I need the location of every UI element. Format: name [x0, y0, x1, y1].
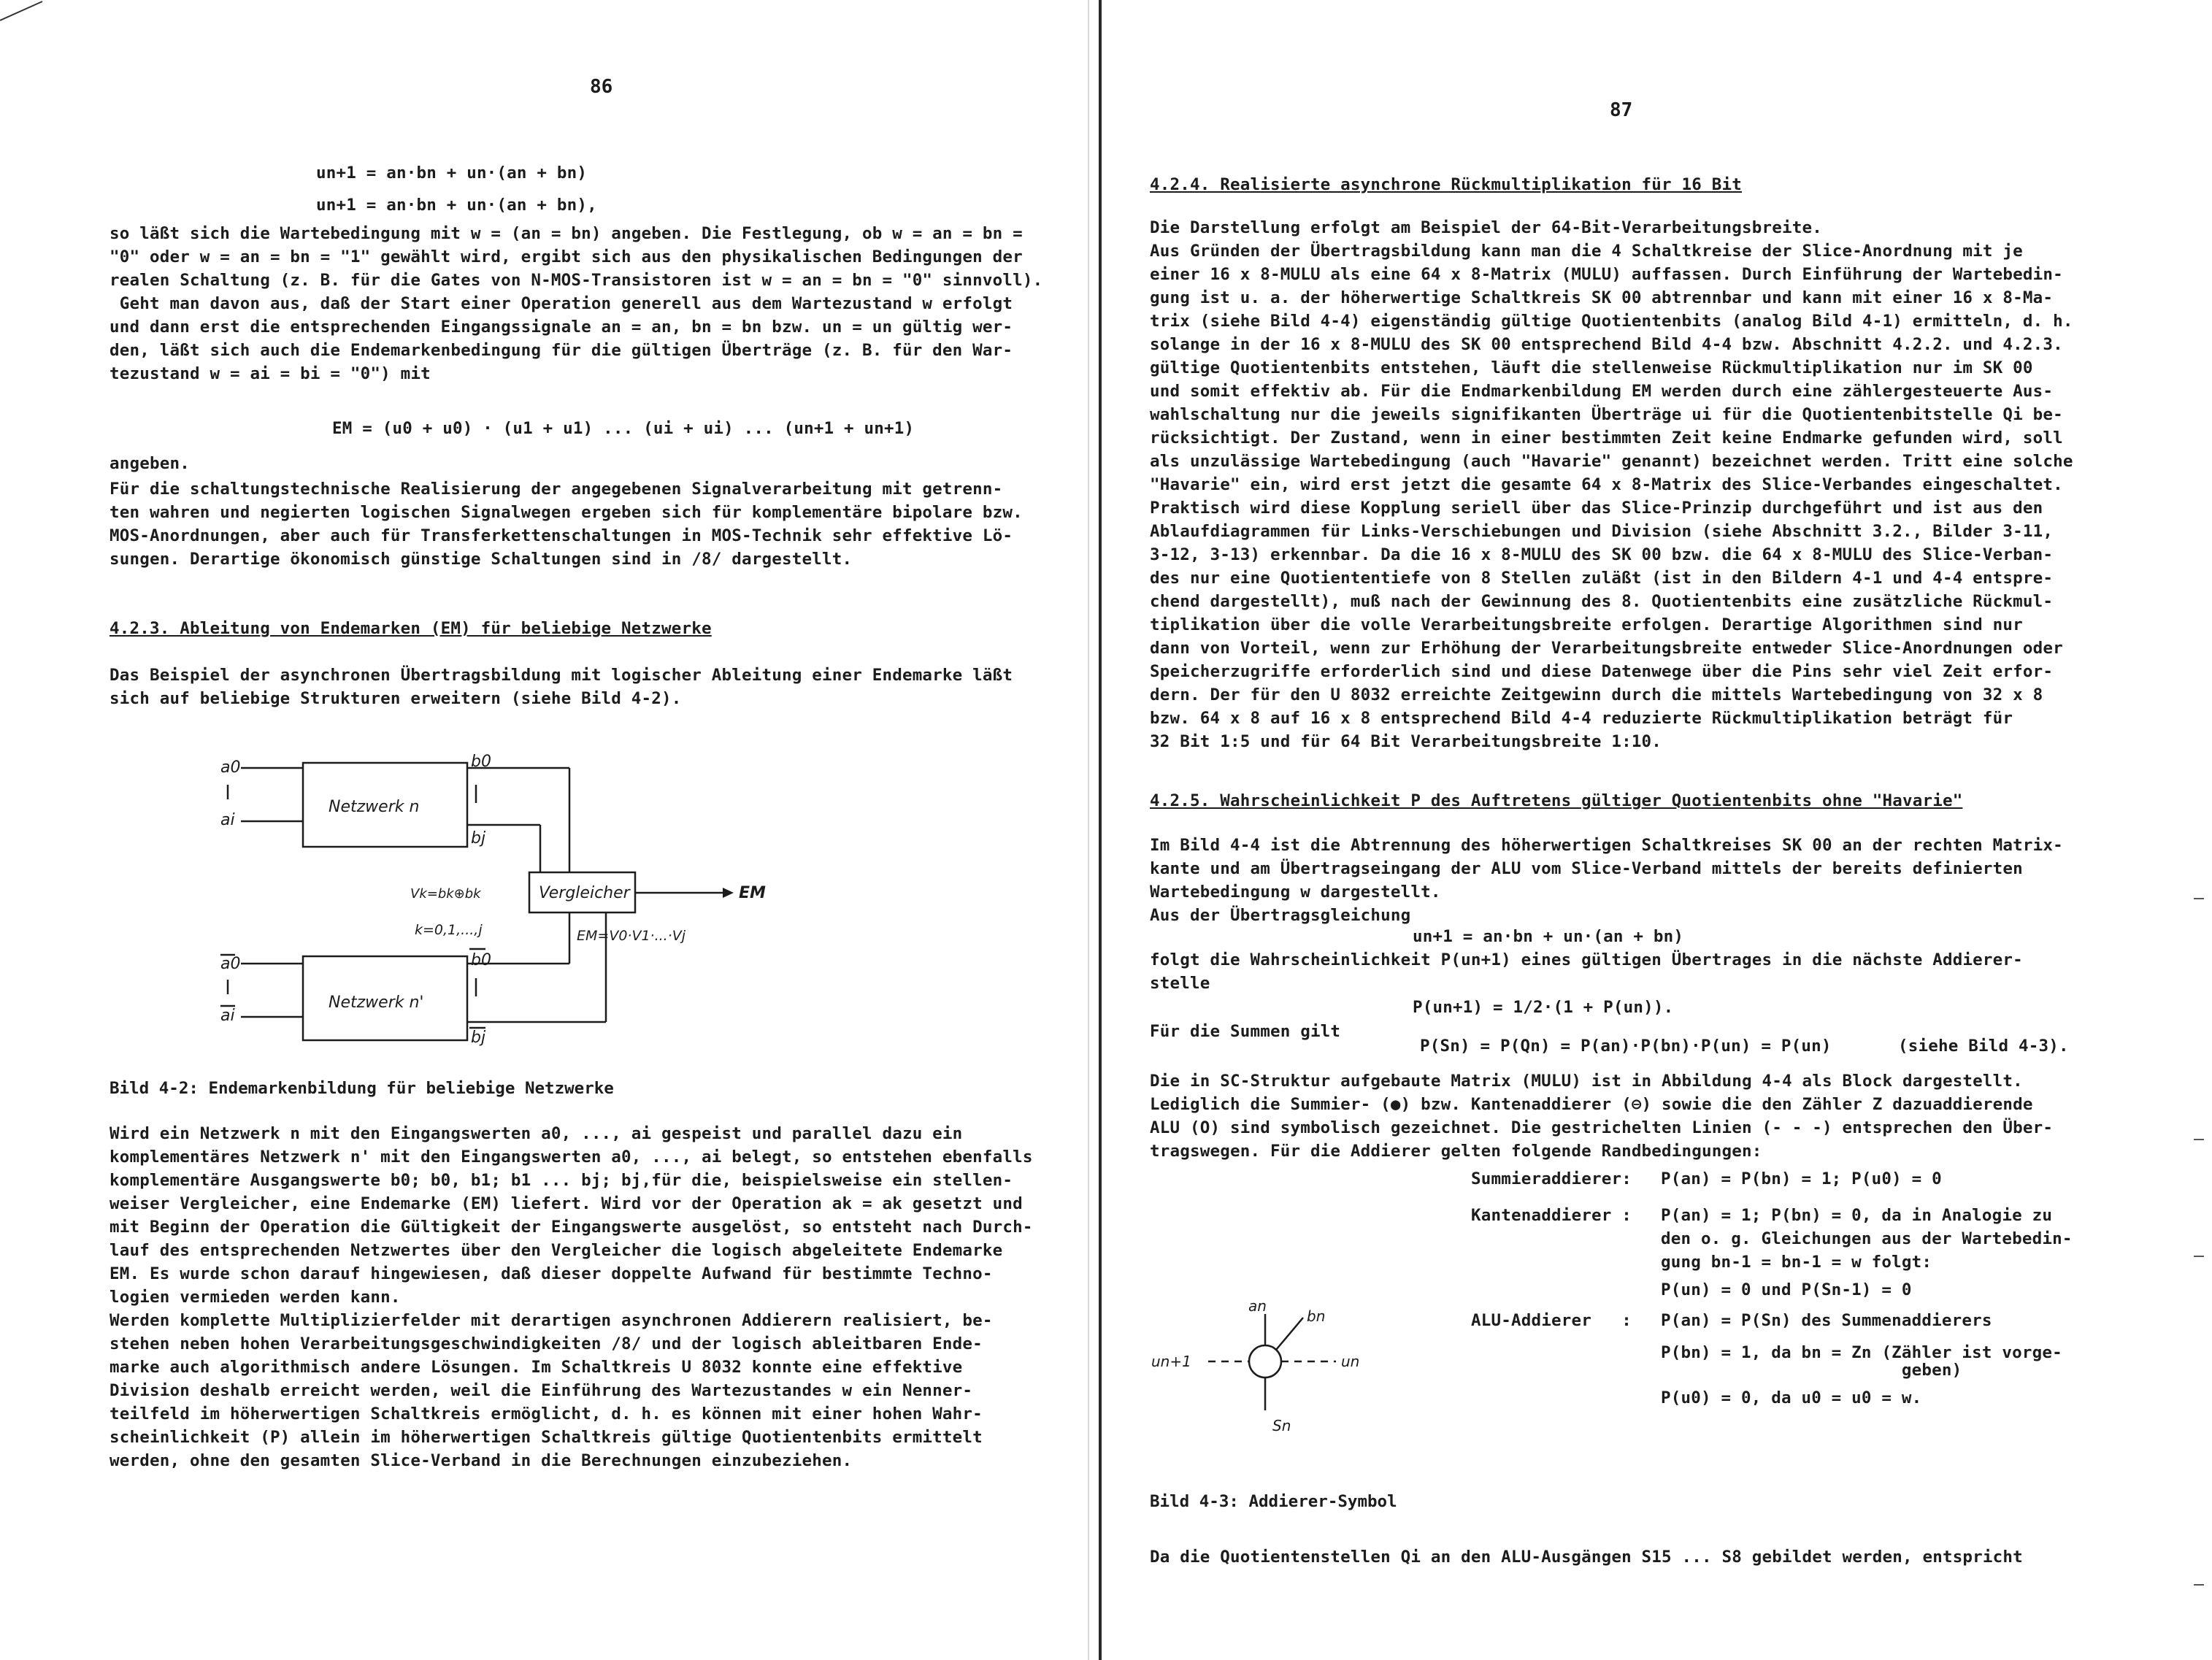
text-line: gung ist u. a. der höherwertige Schaltkreis SK 00 abtrennbar und kann mit einer 16 x 8-Ma-	[1150, 288, 2054, 307]
input-ai: ai	[220, 811, 235, 829]
text-line: P(an) = 1; P(bn) = 0, da in Analogie zu	[1661, 1206, 2053, 1225]
text-line: dern. Der für den U 8032 erreichte Zeitgewinn durch die mittels Wartebedingung von 32 x 8	[1150, 685, 2043, 704]
formula-probability: P(un+1) = 1/2·(1 + P(un)).	[1413, 998, 1674, 1017]
text-line: tiplikation über die volle Verarbeitungsbreite erfolgen. Derartige Algorithmen sind nur	[1150, 615, 2023, 634]
text-line: Im Bild 4-4 ist die Abtrennung des höherwertigen Schaltkreises SK 00 an der rechten Matrix-	[1150, 836, 2063, 855]
text-line: folgt die Wahrscheinlichkeit P(un+1) eines gültigen Übertrages in die nächste Addierer-	[1150, 950, 2023, 969]
text-line: 32 Bit 1:5 und für 64 Bit Verarbeitungsbreite 1:10.	[1150, 732, 1662, 751]
input-a0-bar: a0	[220, 955, 241, 973]
edge-mark	[2194, 898, 2204, 899]
text-line: Praktisch wird diese Kopplung seriell über das Slice-Prinzip durchgeführt und ist aus den	[1150, 499, 2043, 518]
formula-sum: P(Sn) = P(Qn) = P(an)·P(bn)·P(un) = P(un)	[1420, 1037, 1832, 1056]
text-line: einer 16 x 8-MULU als eine 64 x 8-Matrix (MULU) auffassen. Durch Einführung der Wartebedin-	[1150, 265, 2063, 284]
text-line: kante und am Übertragseingang der ALU vom Slice-Verband mittels der bereits definierten	[1150, 859, 2023, 878]
alu-label: ALU-Addierer :	[1471, 1311, 1632, 1330]
em-equation: EM=V0·V1·...·Vj	[577, 928, 686, 944]
formula-carry-negated: un+1 = an·bn + un·(an + bn),	[316, 196, 597, 215]
summier-label: Summieraddierer:	[1471, 1169, 1632, 1188]
text-line: scheinlichkeit (P) allein im höherwertigen Schaltkreis gültige Quotientenbits ermittelt	[110, 1428, 983, 1447]
text-line: marke auch algorithmisch andere Lösungen. Im Schaltkreis U 8032 konnte eine effektive	[110, 1358, 963, 1377]
text-line: dann von Vorteil, wenn zur Erhöhung der Verarbeitungsbreite entweder Slice-Anordnungen oder	[1150, 639, 2063, 658]
text-line: Werden komplette Multiplizierfelder mit derartigen asynchronen Addierern realisiert, be-	[110, 1311, 993, 1330]
text-line: gung bn-1 = bn-1 = w folgt:	[1661, 1253, 1932, 1272]
text-line: bzw. 64 x 8 auf 16 x 8 entsprechend Bild 4-4 reduzierte Rückmultiplikation beträgt für	[1150, 709, 2013, 728]
text-line: gültige Quotientenbits entstehen, läuft die stellenweise Rückmultiplikation nur im SK 00	[1150, 358, 2033, 377]
page-number-left: 86	[590, 76, 613, 98]
text-line: Das Beispiel der asynchronen Übertragsbildung mit logischer Ableitung einer Endemarke läßt	[110, 666, 1013, 685]
output-s-n: Sn	[1272, 1417, 1291, 1434]
text-line: ten wahren und negierten logischen Signalwegen ergeben sich für komplementäre bipolare bzw.	[110, 503, 1023, 522]
text-line: werden, ohne den gesamten Slice-Verband in die Berechnungen einzubeziehen.	[110, 1451, 853, 1470]
text-line: stelle	[1150, 974, 1210, 993]
summier-text: P(an) = P(bn) = 1; P(u0) = 0	[1661, 1169, 1942, 1188]
section-heading-4-2-3: 4.2.3. Ableitung von Endemarken (EM) für beliebige Netzwerke	[110, 619, 712, 638]
text-line: solange in der 16 x 8-MULU des SK 00 entsprechend Bild 4-4 bzw. Abschnitt 4.2.2. und 4.2.3.	[1150, 335, 2063, 354]
text-line: und somit effektiv ab. Für die Endmarkenbildung EM werden durch eine zählergesteuerte Aus-	[1150, 382, 2054, 401]
text-line: tezustand w = ai = bi = "0") mit	[110, 364, 431, 383]
sum-label: Für die Summen gilt	[1150, 1022, 1341, 1041]
text-line: geben)	[1661, 1361, 1962, 1380]
text-line: stehen neben hohen Verarbeitungsgeschwindigkeiten /8/ und der logisch ableitbaren Ende-	[110, 1334, 983, 1353]
text-line: "Havarie" ein, wird erst jetzt die gesamte 64 x 8-Matrix des Slice-Verbandes eingeschaltet.	[1150, 475, 2063, 494]
text-line: und dann erst die entsprechenden Eingangssignale an = an, bn = bn bzw. un = un gültig wer-	[110, 318, 1013, 337]
text-line: komplementäre Ausgangswerte b0; b0, b1; b1 ... bj; bj,für die, beispielsweise ein stellen-	[110, 1171, 1013, 1190]
edge-mark	[2194, 1139, 2204, 1140]
text-line: realen Schaltung (z. B. für die Gates von N-MOS-Transistoren ist w = an = bn = "0" sinnvoll).	[110, 271, 1043, 290]
text-line: Speicherzugriffe erforderlich sind und diese Datenwege über die Pins sehr viel Zeit erfor-	[1150, 662, 2054, 681]
formula-endmark: EM = (u0 + u0) · (u1 + u1) ... (ui + ui) ... (un+1 + un+1)	[332, 419, 915, 438]
right-page	[1150, 0, 2121, 1660]
text-line-quotient: Da die Quotientenstellen Qi an den ALU-Ausgängen S15 ... S8 gebildet werden, entspricht	[1150, 1548, 2023, 1567]
figure-4-3-adder-symbol	[1150, 1285, 1456, 1445]
caption-figure-4-3: Bild 4-3: Addierer-Symbol	[1150, 1492, 1397, 1511]
output-bj: bj	[471, 829, 486, 848]
text-line: P(an) = P(Sn) des Summenaddierers	[1661, 1311, 1992, 1330]
adder-circle	[1249, 1345, 1281, 1377]
text-line: komplementäres Netzwerk n' mit den Eingangswerten a0, ..., ai belegt, so entstehen ebenfalls	[110, 1148, 1033, 1167]
page-number-right: 87	[1610, 99, 1633, 121]
edge-mark	[2194, 1256, 2204, 1257]
text-line: Aus Gründen der Übertragsbildung kann man die 4 Schaltkreise der Slice-Anordnung mit je	[1150, 242, 2023, 261]
output-bj-bar: bj	[471, 1029, 486, 1047]
text-line: sich auf beliebige Strukturen erweitern (siehe Bild 4-2).	[110, 689, 682, 708]
caption-figure-4-2: Bild 4-2: Endemarkenbildung für beliebige Netzwerke	[110, 1079, 614, 1098]
book-gutter	[1099, 0, 1102, 1660]
text-line: MOS-Anordnungen, aber auch für Transferkettenschaltungen in MOS-Technik sehr effektive Lö-	[110, 526, 1013, 545]
output-b0: b0	[471, 753, 491, 771]
k-range: k=0,1,...,j	[415, 922, 483, 938]
text-line: lauf des entsprechenden Netzwertes über den Vergleicher die logisch abgeleitete Endemarke	[110, 1241, 1003, 1260]
edge-mark	[2194, 1584, 2204, 1586]
text-line: ALU (O) sind symbolisch gezeichnet. Die gestrichelten Linien (- - -) entsprechen den Über-	[1150, 1118, 2054, 1137]
text-line: 3-12, 3-13) erkennbar. Da die 16 x 8-MULU des SK 00 bzw. die 64 x 8-MULU des Slice-Verban-	[1150, 545, 2054, 564]
text-line: den o. g. Gleichungen aus der Wartebedin-	[1661, 1229, 2073, 1248]
text-line: trix (siehe Bild 4-4) eigenständig gültige Quotientenbits (analog Bild 4-1) ermitteln, d. h.	[1150, 312, 2073, 331]
text-line: rücksichtigt. Der Zustand, wenn in einer bestimmten Zeit keine Endmarke gefunden wird, soll	[1150, 429, 2063, 447]
text-line: den, läßt sich auch die Endemarkenbedingung für die gültigen Überträge (z. B. für den War-	[110, 341, 1013, 360]
vk-equation: Vk=bk⊕bk	[410, 886, 481, 902]
kanten-label: Kantenaddierer :	[1471, 1206, 1632, 1225]
section-heading-4-2-5: 4.2.5. Wahrscheinlichkeit P des Auftretens gültiger Quotientenbits ohne "Havarie"	[1150, 791, 1963, 810]
text-line: Die Darstellung erfolgt am Beispiel der 64-Bit-Verarbeitungsbreite.	[1150, 218, 1822, 237]
text-line: "0" oder w = an = bn = "1" gewählt wird, ergibt sich aus den physikalischen Bedingungen der	[110, 247, 1023, 266]
text-line: P(bn) = 1, da bn = Zn (Zähler ist vorge-	[1661, 1343, 2062, 1362]
text-line: sungen. Derartige ökonomisch günstige Schaltungen sind in /8/ dargestellt.	[110, 550, 853, 569]
formula-carry: un+1 = an·bn + un·(an + bn)	[316, 164, 588, 182]
text-line: weiser Vergleicher, eine Endemarke (EM) liefert. Wird vor der Operation ak = ak gesetzt und	[110, 1194, 1023, 1213]
input-a0: a0	[220, 758, 241, 777]
network-n-prime-label: Netzwerk n'	[329, 994, 424, 1012]
text-line: EM. Es wurde schon darauf hingewiesen, daß dieser doppelte Aufwand für bestimmte Techno-	[110, 1264, 993, 1283]
carry-in-u-n: un	[1341, 1353, 1360, 1370]
page-shadow	[1088, 0, 1089, 1660]
section-heading-4-2-4: 4.2.4. Realisierte asynchrone Rückmultiplikation für 16 Bit	[1150, 175, 1743, 194]
text-line: mit Beginn der Operation die Gültigkeit der Eingangswerte ausgelöst, so entsteht nach Durch-	[110, 1218, 1033, 1237]
text-line: chend dargestellt), muß nach der Gewinnung des 8. Quotientenbits eine zusätzliche Rückmul-	[1150, 592, 2054, 611]
left-page	[110, 0, 1080, 1660]
input-ai-bar: ai	[220, 1007, 235, 1025]
figure-4-2-diagram	[219, 752, 774, 1058]
text-line: Wird ein Netzwerk n mit den Eingangswerten a0, ..., ai gespeist und parallel dazu ein	[110, 1124, 963, 1143]
text-line: logien vermieden werden kann.	[110, 1288, 401, 1307]
text-line: P(un) = 0 und P(Sn-1) = 0	[1661, 1280, 1912, 1299]
formula-sum-reference: (siehe Bild 4-3).	[1898, 1037, 2069, 1056]
text-line: Division deshalb erreicht werden, weil die Einführung des Wartezustandes w ein Nenner-	[110, 1381, 973, 1400]
text-line: Ablaufdiagrammen für Links-Verschiebungen und Division (siehe Abschnitt 3.2., Bilder 3-11,	[1150, 522, 2054, 541]
input-a-n: an	[1248, 1297, 1267, 1315]
text-line: so läßt sich die Wartebedingung mit w = (an = bn) angeben. Die Festlegung, ob w = an = bn =	[110, 224, 1023, 243]
text-line: des nur eine Quotiententiefe von 8 Stellen zuläßt (ist in den Bildern 4-1 und 4-4 entspre-	[1150, 569, 2054, 588]
network-n-label: Netzwerk n	[329, 798, 420, 816]
text-line: Aus der Übertragsgleichung	[1150, 906, 1411, 925]
text-line: als unzulässige Wartebedingung (auch "Havarie" genannt) bezeichnet werden. Tritt eine solche	[1150, 452, 2073, 471]
output-b0-bar: b0	[471, 951, 491, 969]
comparator-label: Vergleicher	[539, 884, 630, 902]
text-line: P(u0) = 0, da u0 = u0 = w.	[1661, 1388, 1922, 1407]
text-line: Lediglich die Summier- (●) bzw. Kantenaddierer (⊖) sowie die den Zähler Z dazuaddierende	[1150, 1095, 2033, 1114]
text-line: Die in SC-Struktur aufgebaute Matrix (MULU) ist in Abbildung 4-4 als Block dargestellt.	[1150, 1072, 2023, 1091]
input-b-n: bn	[1307, 1307, 1326, 1325]
corner-mark	[0, 0, 44, 22]
text-line: Für die schaltungstechnische Realisierung der angegebenen Signalverarbeitung mit getrenn-	[110, 480, 1003, 499]
text-line: angeben.	[110, 454, 190, 473]
carry-out-u-n1: un+1	[1151, 1353, 1191, 1370]
text-line: Geht man davon aus, daß der Start einer Operation generell aus dem Wartezustand w erfolgt	[110, 294, 1013, 313]
text-line: teilfeld im höherwertigen Schaltkreis ermöglicht, d. h. es können mit einer hohen Wahr-	[110, 1405, 983, 1423]
text-line: wahlschaltung nur die jeweils signifikanten Überträge ui für die Quotientenbitstelle Qi be-	[1150, 405, 2063, 424]
text-line: tragswegen. Für die Addierer gelten folgende Randbedingungen:	[1150, 1142, 1762, 1161]
output-em: EM	[739, 884, 766, 902]
text-line: Wartebedingung w dargestellt.	[1150, 883, 1441, 902]
formula-carry-right: un+1 = an·bn + un·(an + bn)	[1413, 927, 1684, 946]
